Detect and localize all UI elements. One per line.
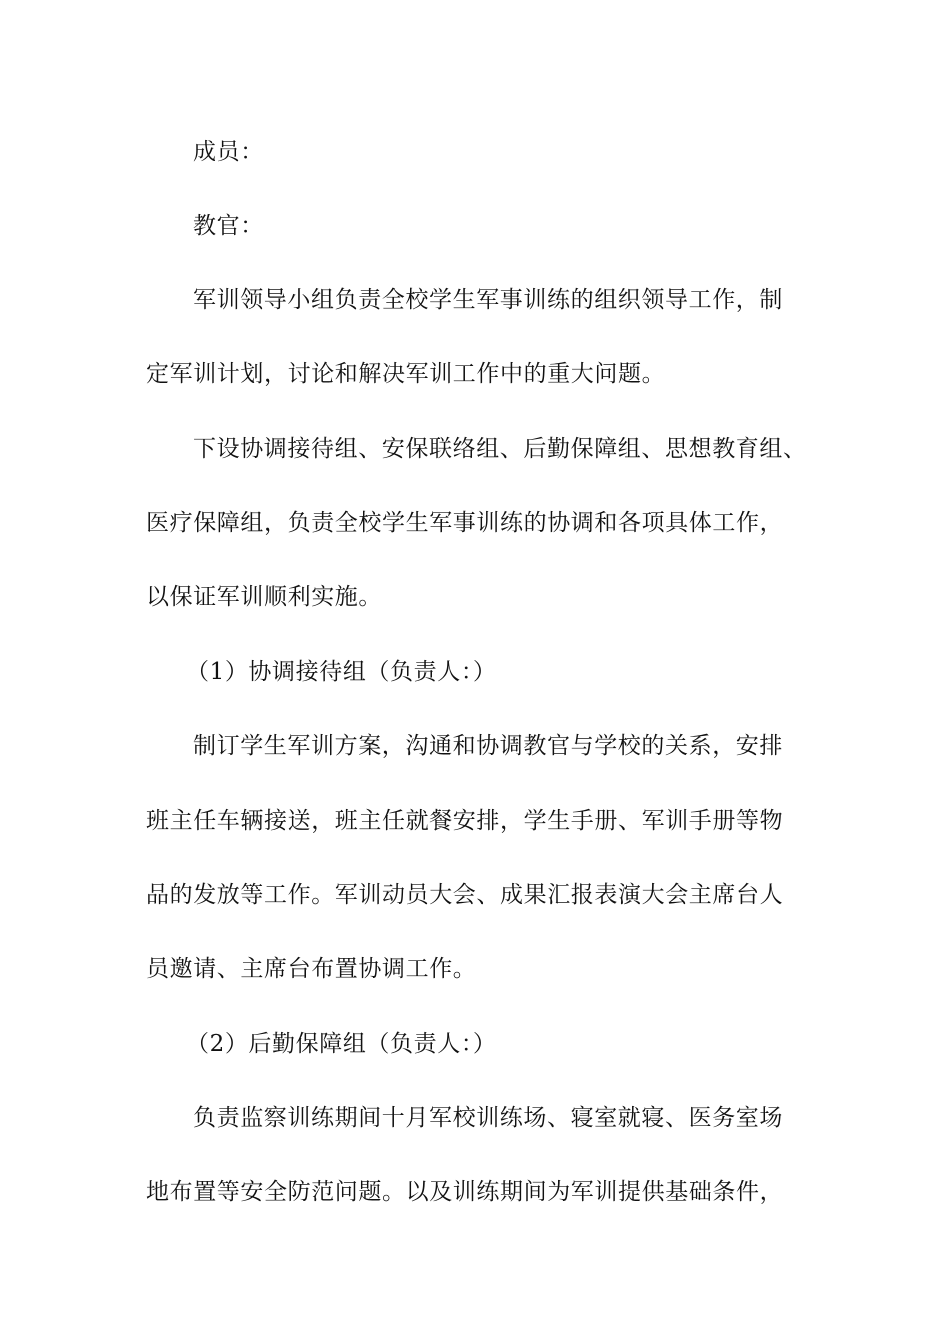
paragraph-line: 地布置等安全防范问题。以及训练期间为军训提供基础条件，	[146, 1179, 784, 1205]
paragraph-line: 负责监察训练期间十月军校训练场、寝室就寝、医务室场	[193, 1105, 783, 1131]
members-label: 成员：	[193, 139, 264, 165]
section-heading-logistics: （2）后勤保障组（负责人：）	[186, 1031, 497, 1057]
paragraph-line: 定军训计划，讨论和解决军训工作中的重大问题。	[146, 361, 666, 387]
paragraph-line: 品的发放等工作。军训动员大会、成果汇报表演大会主席台人	[146, 882, 784, 908]
paragraph-line: 下设协调接待组、安保联络组、后勤保障组、思想教育组、	[193, 436, 807, 462]
instructor-label: 教官：	[193, 213, 264, 239]
paragraph-line: 班主任车辆接送，班主任就餐安排，学生手册、军训手册等物	[146, 808, 784, 834]
paragraph-line: 以保证军训顺利实施。	[146, 584, 382, 610]
paragraph-line: 医疗保障组，负责全校学生军事训练的协调和各项具体工作，	[146, 510, 784, 536]
section-heading-coordination: （1）协调接待组（负责人：）	[186, 659, 497, 685]
paragraph-line: 军训领导小组负责全校学生军事训练的组织领导工作，制	[193, 287, 783, 313]
paragraph-line: 员邀请、主席台布置协调工作。	[146, 956, 477, 982]
paragraph-line: 制订学生军训方案，沟通和协调教官与学校的关系，安排	[193, 733, 783, 759]
